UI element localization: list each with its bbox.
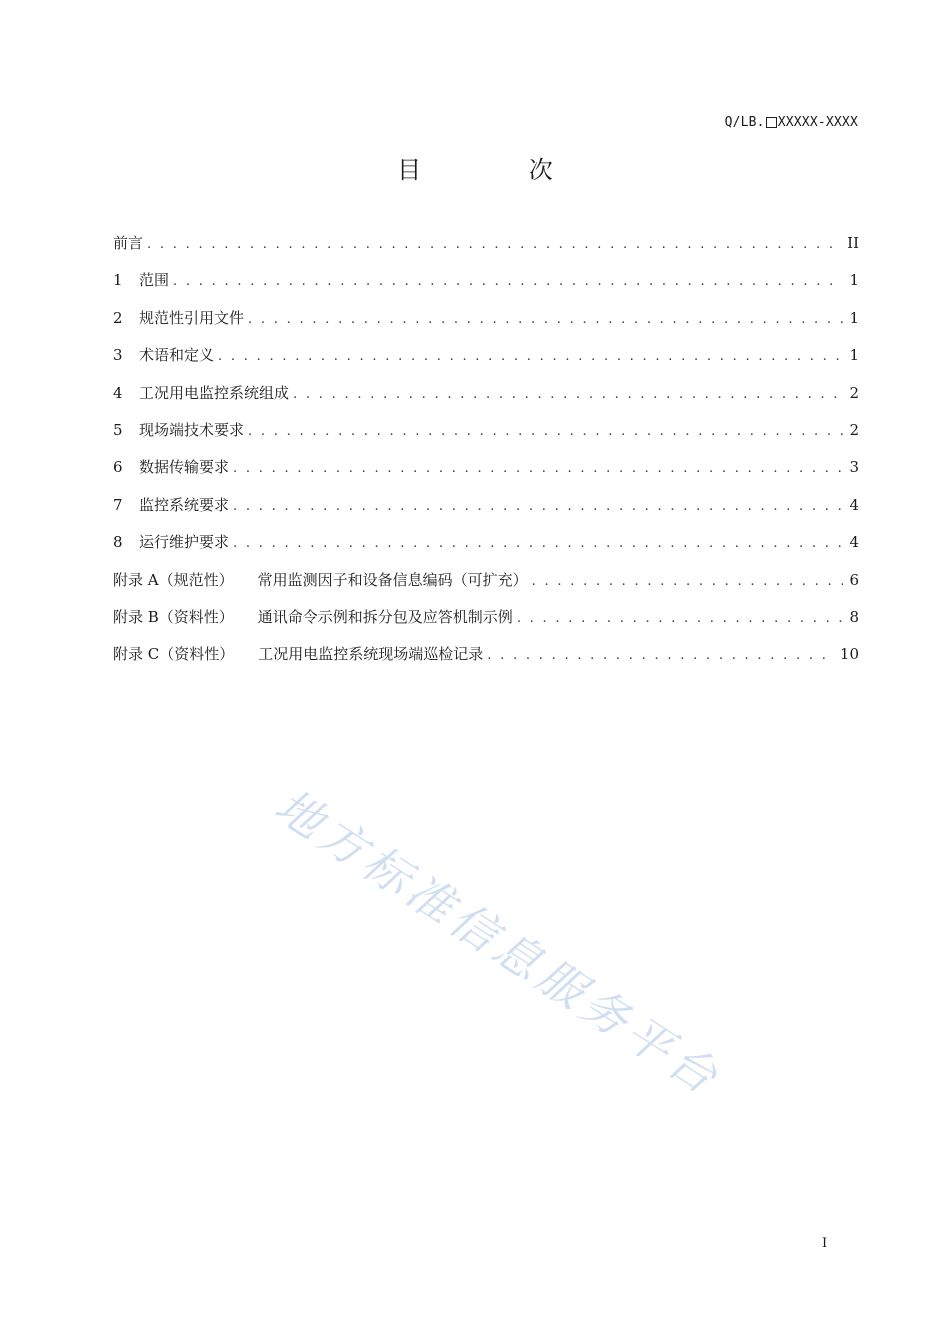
toc-entry-4[interactable]	[113, 382, 859, 419]
toc-entry-7[interactable]	[113, 494, 859, 531]
toc-entry-number: 2	[113, 308, 123, 327]
toc-appendix-label: 附录 B（资料性）	[113, 607, 234, 626]
toc-dot-leader	[532, 574, 844, 589]
toc-entry-title: 范围	[139, 271, 170, 290]
toc-entry-title: 常用监测因子和设备信息编码（可扩充）	[257, 570, 528, 589]
toc-appendix-label: 附录 A（规范性）	[113, 570, 234, 589]
toc-dot-leader	[218, 349, 843, 364]
toc-entry-number: 5	[113, 420, 123, 439]
toc-dot-leader	[517, 611, 844, 626]
toc-entry-number: 3	[113, 346, 123, 365]
toc-entry-title: 现场端技术要求	[139, 420, 245, 439]
toc-dot-leader	[487, 648, 834, 663]
toc-entry-number: 1	[113, 271, 123, 290]
toc-dot-leader	[248, 312, 843, 327]
toc-entry-appendix-b[interactable]	[113, 606, 859, 643]
watermark: 地方标准信息服务平台	[265, 778, 732, 1107]
toc-dot-leader	[233, 499, 843, 514]
toc-entry-8[interactable]	[113, 531, 859, 568]
toc-entry-title: 工况用电监控系统现场端巡检记录	[258, 645, 484, 664]
toc-entry-page: 1	[849, 308, 859, 327]
toc-entry-page: 4	[849, 533, 859, 552]
toc-entry-page: 2	[849, 420, 859, 439]
toc-entry-title: 数据传输要求	[139, 458, 230, 477]
toc-entry-title: 监控系统要求	[139, 495, 230, 514]
toc-dot-leader	[293, 387, 843, 402]
document-code	[725, 115, 858, 130]
toc-entry-number: 4	[113, 383, 123, 402]
toc-dot-leader	[233, 461, 843, 476]
toc-entry-title: 术语和定义	[139, 346, 215, 365]
toc-entry-6[interactable]	[113, 456, 859, 493]
toc-entry-page: 8	[849, 607, 859, 626]
toc-entry-page: 2	[849, 383, 859, 402]
toc-entry-page: 3	[849, 458, 859, 477]
page-number: I	[822, 1236, 828, 1251]
page-title: 目 次	[397, 156, 603, 184]
toc-entry-1[interactable]	[113, 269, 859, 306]
toc-entry-number: 8	[113, 533, 123, 552]
toc-entry-5[interactable]	[113, 419, 859, 456]
toc-entry-number: 7	[113, 495, 123, 514]
checkbox-square-icon	[766, 117, 777, 128]
toc-dot-leader	[233, 536, 843, 551]
toc-entry-page: 1	[849, 346, 859, 365]
toc-dot-leader	[147, 237, 841, 252]
toc-dot-leader	[248, 424, 843, 439]
toc-entry-3[interactable]	[113, 344, 859, 381]
toc-appendix-label: 附录 C（资料性）	[113, 645, 235, 664]
toc-dot-leader	[173, 274, 843, 289]
toc-entry-page: 10	[839, 645, 859, 664]
toc-entry-appendix-a[interactable]	[113, 569, 859, 606]
toc-entry-number: 6	[113, 458, 123, 477]
document-code-suffix: XXXXX-XXXX	[777, 115, 858, 130]
toc-entry-page: 6	[849, 570, 859, 589]
toc-entry-appendix-c[interactable]	[113, 643, 859, 680]
toc-entry-title: 前言	[113, 234, 144, 252]
document-code-prefix: Q/LB.	[724, 115, 765, 130]
toc-entry-page: 1	[849, 271, 859, 290]
toc-entry-title: 运行维护要求	[139, 533, 230, 552]
table-of-contents	[113, 232, 859, 681]
toc-entry-title: 规范性引用文件	[139, 308, 245, 327]
toc-entry-foreword[interactable]	[113, 232, 859, 269]
toc-entry-title: 工况用电监控系统组成	[139, 383, 290, 402]
toc-entry-title: 通讯命令示例和拆分包及应答机制示例	[257, 607, 513, 626]
toc-entry-2[interactable]	[113, 307, 859, 344]
toc-entry-page: 4	[849, 495, 859, 514]
toc-entry-page: II	[847, 234, 859, 252]
